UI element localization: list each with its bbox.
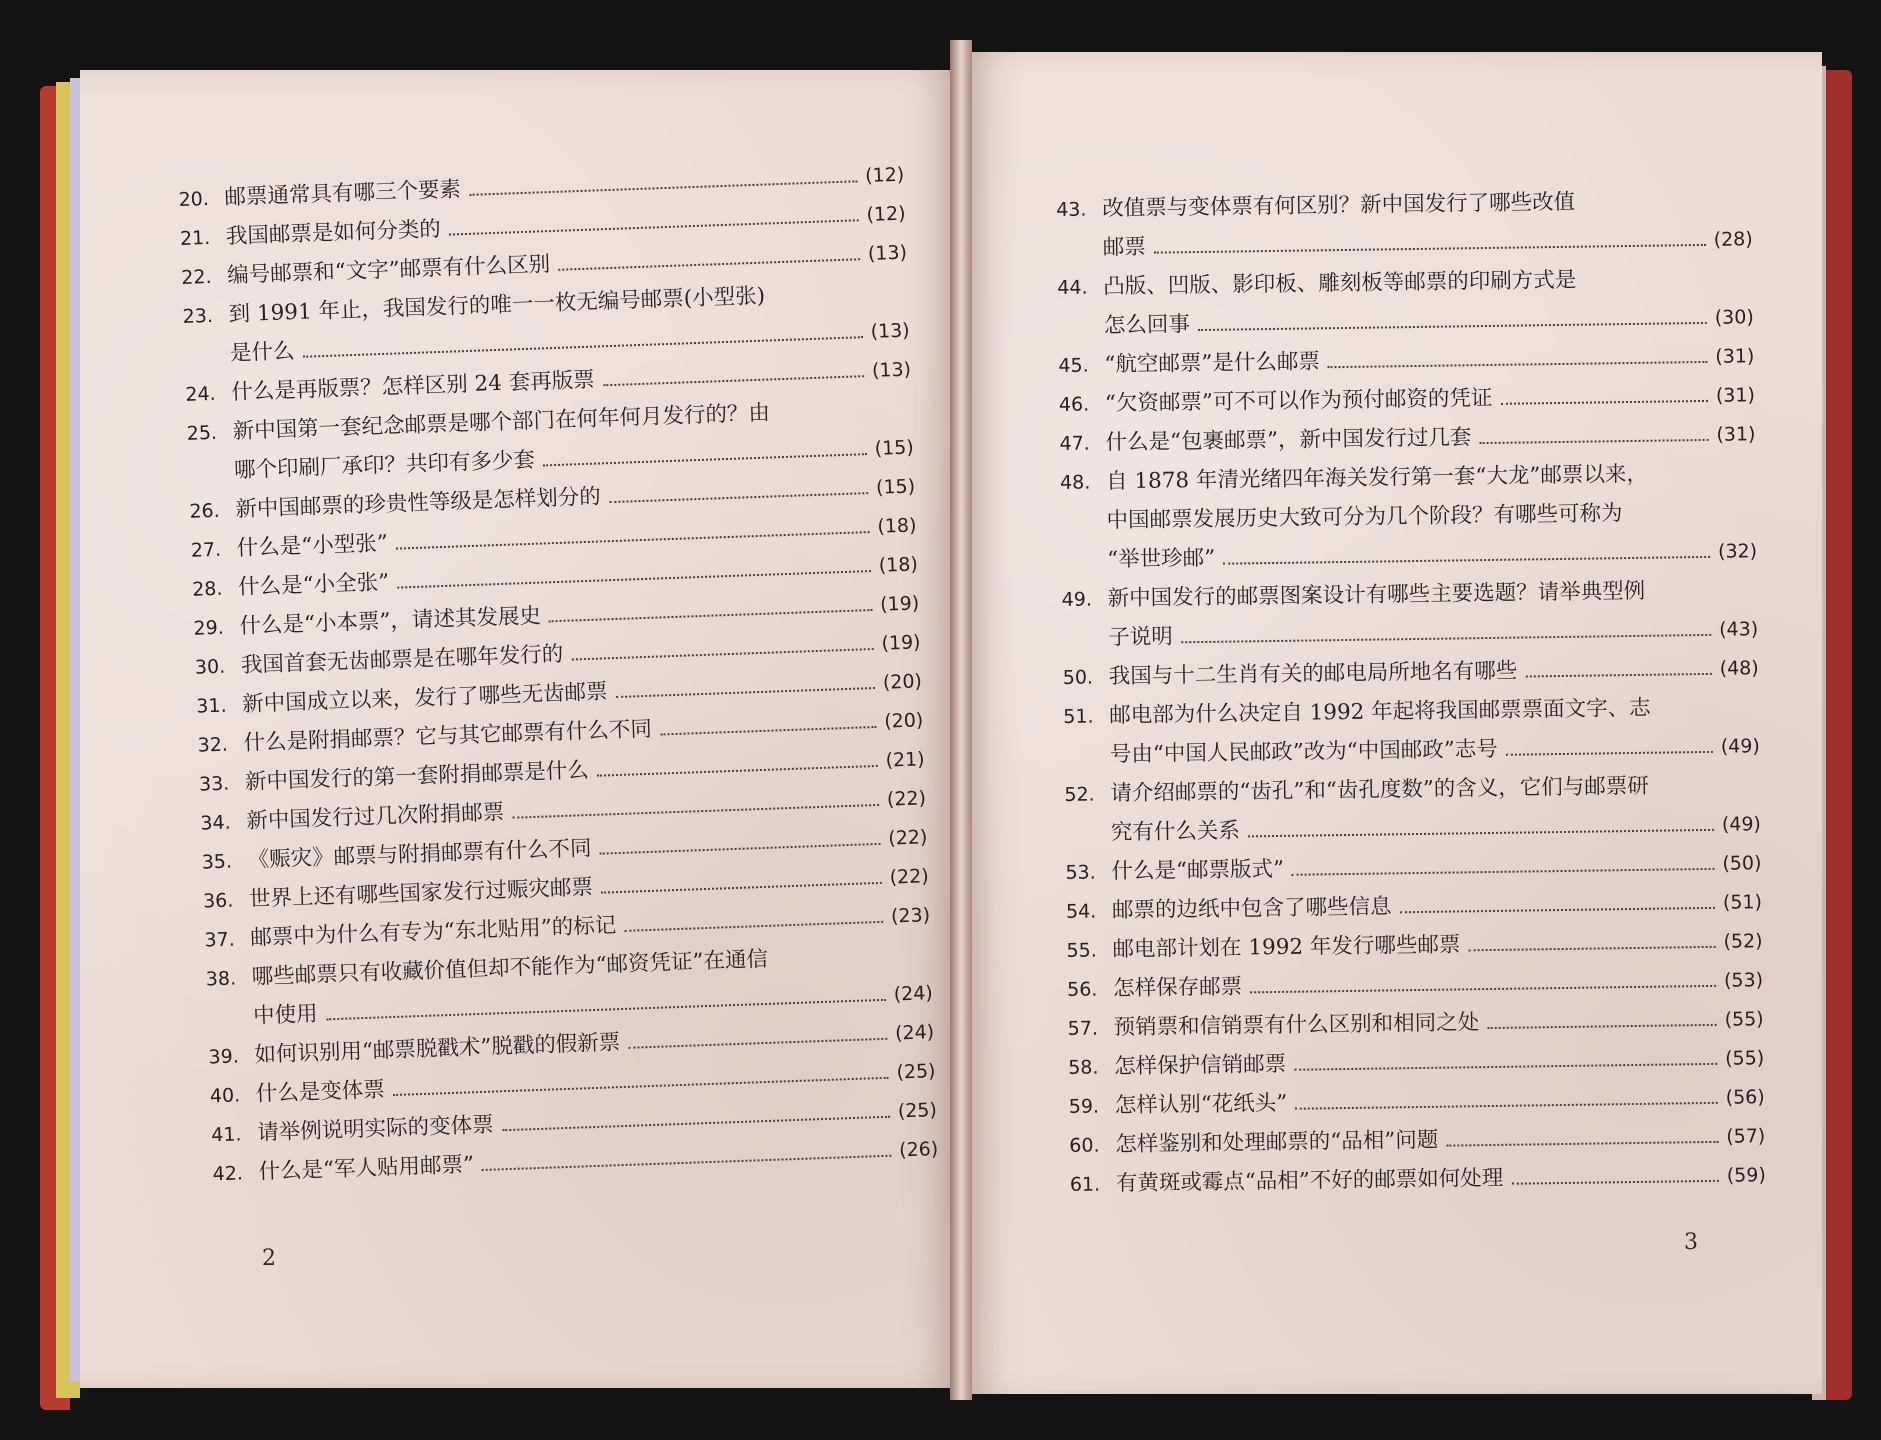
entry-number (1064, 761, 1110, 762)
entry-page-number: (25) (897, 1099, 938, 1123)
entry-number: 26. (189, 499, 221, 523)
entry-number: 43. (1056, 198, 1087, 221)
entry-page-number: (30) (1714, 306, 1754, 329)
dot-leader (549, 609, 872, 622)
entry-page-number: (31) (1715, 384, 1756, 407)
entry-number: 27. (190, 538, 222, 562)
entry-number: 50. (1062, 666, 1094, 689)
entry-number: 60. (1069, 1134, 1100, 1157)
entry-page-number: (32) (1717, 540, 1758, 563)
entry-title: 什么是“邮票版式” (1111, 856, 1285, 885)
entry-page-number: (24) (893, 982, 934, 1006)
entry-title: 预销票和信销票有什么区别和相同之处 (1113, 1010, 1480, 1041)
dot-leader (624, 921, 883, 932)
entry-title: 哪个印刷厂承印？共印有多少套 (233, 447, 536, 484)
entry-title: 《赈灾》邮票与附捐邮票有什么不同 (247, 835, 592, 873)
entry-number (1057, 254, 1103, 255)
entry-number (1065, 839, 1111, 840)
entry-page-number: (19) (879, 592, 920, 616)
entry-title: 如何识别用“邮票脱戳术”脱戳的假新票 (254, 1030, 621, 1068)
entry-title: “欠资邮票”可不可以作为预付邮资的凭证 (1104, 385, 1493, 417)
entry-title: 怎么回事 (1103, 312, 1191, 339)
entry-title: 自 1878 年清光绪四年海关发行第一套“大龙”邮票以来， (1105, 461, 1649, 495)
entry-page-number: (52) (1723, 930, 1763, 953)
entry-number: 31. (195, 694, 227, 718)
entry-number: 40. (209, 1084, 241, 1108)
dot-leader (616, 687, 875, 698)
left-page (80, 70, 962, 1388)
entry-title: 号由“中国人民邮政”改为“中国邮政”志号 (1109, 736, 1498, 768)
dot-leader (1500, 400, 1707, 405)
dot-leader (1294, 1063, 1717, 1071)
entry-title: 编号邮票和“文字”邮票有什么区别 (226, 252, 551, 289)
toc-entry (1060, 455, 1758, 582)
entry-number: 37. (204, 928, 236, 952)
entry-number: 33. (198, 772, 230, 796)
dot-leader (1400, 907, 1715, 913)
entry-number: 30. (194, 655, 226, 679)
entry-page-number: (21) (885, 748, 925, 772)
entry-number: 39. (208, 1045, 240, 1069)
entry-page-number: (13) (870, 319, 911, 343)
entry-number: 32. (197, 733, 229, 757)
entry-number: 57. (1067, 1017, 1099, 1040)
entry-page-number: (56) (1725, 1086, 1765, 1109)
entry-page-number: (53) (1723, 969, 1764, 992)
entry-title: 世界上还有哪些国家发行过赈灾邮票 (248, 874, 594, 912)
entry-title: 新中国发行的邮票图案设计有哪些主要选题？请举典型例 (1107, 578, 1646, 612)
dot-leader (1446, 1141, 1718, 1147)
entry-title: 什么是变体票 (255, 1077, 386, 1107)
book-gutter (950, 40, 972, 1400)
entry-number: 24. (185, 382, 217, 406)
dot-leader (1181, 634, 1711, 643)
entry-title: 怎样保存邮票 (1112, 974, 1243, 1002)
entry-page-number: (26) (898, 1138, 939, 1162)
entry-number: 34. (200, 811, 231, 835)
toc-entry (1064, 767, 1761, 855)
entry-page-number: (15) (875, 475, 916, 499)
entry-page-number: (22) (889, 865, 930, 889)
entry-number: 49. (1061, 588, 1093, 611)
dot-leader (502, 1116, 890, 1132)
entry-page-number: (43) (1719, 618, 1759, 641)
entry-number: 52. (1064, 783, 1095, 806)
entry-number (1058, 332, 1104, 333)
dot-leader (396, 531, 870, 550)
entry-page-number: (25) (896, 1060, 936, 1084)
entry-number: 36. (202, 889, 234, 913)
entry-number: 20. (178, 187, 210, 211)
entry-page-number: (48) (1719, 657, 1759, 680)
entry-number: 48. (1059, 471, 1091, 494)
entry-page-number: (49) (1721, 813, 1762, 836)
entry-number: 25. (186, 421, 218, 445)
entry-number: 23. (182, 304, 214, 328)
entry-page-number: (59) (1726, 1164, 1766, 1187)
entry-number (1061, 527, 1107, 528)
entry-number: 51. (1063, 705, 1094, 728)
entry-title: 究有什么关系 (1110, 818, 1241, 846)
entry-title: 请介绍邮票的“齿孔”和“齿孔度数”的含义，它们与邮票研 (1110, 773, 1649, 807)
entry-page-number: (31) (1715, 345, 1755, 368)
entry-number: 45. (1058, 354, 1089, 377)
entry-number: 42. (212, 1162, 244, 1186)
dot-leader (1292, 868, 1714, 876)
entry-title: 有黄斑或霉点“品相”不好的邮票如何处理 (1115, 1165, 1504, 1197)
right-page (960, 52, 1822, 1394)
toc-entry (1061, 572, 1758, 660)
entry-title: “举世珍邮” (1106, 545, 1216, 573)
entry-title: 怎样保护信销邮票 (1114, 1051, 1287, 1080)
entry-number: 58. (1068, 1056, 1099, 1079)
entry-page-number: (57) (1726, 1125, 1766, 1148)
entry-number: 22. (180, 265, 212, 289)
entry-page-number: (18) (877, 514, 917, 538)
entry-title: 怎样鉴别和处理邮票的“品相”问题 (1115, 1127, 1439, 1158)
page-number-left: 2 (262, 1246, 276, 1271)
entry-title: “航空邮票”是什么邮票 (1104, 349, 1321, 378)
entry-title: 什么是再版票？怎样区别 24 套再版票 (230, 367, 596, 406)
entry-title: 邮票 (1102, 234, 1146, 261)
entry-title: 我国邮票是如何分类的 (225, 216, 442, 250)
entry-number (207, 1023, 253, 1025)
dot-leader (600, 843, 881, 855)
entry-title: 新中国发行的第一套附捐邮票是什么 (244, 758, 590, 796)
entry-number: 38. (205, 967, 237, 991)
dot-leader (1487, 1024, 1716, 1029)
entry-page-number: (15) (874, 436, 915, 460)
dot-leader (571, 648, 873, 661)
entry-page-number: (12) (866, 202, 906, 226)
entry-title: 邮电部为什么决定自 1992 年起将我国邮票票面文字、志 (1109, 695, 1651, 729)
dot-leader (1198, 322, 1707, 331)
dot-leader (1506, 751, 1713, 756)
dot-leader (601, 882, 882, 894)
entry-page-number: (12) (864, 163, 905, 188)
entry-page-number: (55) (1724, 1008, 1764, 1031)
entry-title: 什么是“包裹邮票”，新中国发行过几套 (1105, 425, 1472, 456)
entry-title: 是什么 (229, 339, 295, 367)
entry-title: 什么是“小型张” (236, 530, 389, 562)
dot-leader (1328, 361, 1707, 368)
entry-number: 53. (1065, 861, 1096, 884)
entry-page-number: (20) (883, 709, 924, 733)
dot-leader (469, 180, 857, 196)
dot-leader (512, 804, 879, 819)
entry-number: 35. (201, 850, 233, 874)
entry-number: 21. (179, 226, 211, 250)
dot-leader (449, 219, 859, 235)
entry-page-number: (49) (1720, 735, 1760, 758)
entry-title: 子说明 (1108, 624, 1173, 651)
entry-number: 61. (1069, 1173, 1101, 1196)
entry-number: 44. (1057, 276, 1088, 299)
entry-page-number: (22) (887, 826, 928, 850)
entry-number (1062, 644, 1108, 645)
entry-title: 邮票通常具有哪三个要素 (224, 177, 462, 211)
dot-leader (1469, 946, 1716, 951)
toc-entry (1057, 260, 1754, 348)
entry-title: 什么是“小本票”，请述其发展史 (239, 603, 542, 640)
entry-number: 29. (193, 616, 225, 640)
entry-title: 什么是“小全张” (237, 569, 390, 601)
dot-leader (558, 258, 860, 271)
entry-page-number: (13) (867, 241, 908, 265)
entry-title: 什么是附捐邮票？它与其它邮票有什么不同 (243, 716, 653, 757)
dot-leader (543, 453, 867, 466)
entry-page-number: (22) (886, 787, 927, 811)
entry-number: 59. (1068, 1095, 1100, 1118)
dot-leader (1248, 829, 1714, 838)
dot-leader (597, 765, 878, 777)
dot-leader (603, 375, 864, 386)
toc-list-right (1056, 182, 1766, 1206)
dot-leader (1223, 556, 1710, 565)
entry-number (188, 477, 234, 479)
entry-title: 我国与十二生肖有关的邮电局所地名有哪些 (1108, 658, 1518, 690)
entry-title: 新中国第一套纪念邮票是哪个部门在何年何月发行的？由 (232, 400, 771, 445)
book-cover-edge-right (1822, 70, 1852, 1400)
entry-page-number: (24) (894, 1021, 935, 1045)
dot-leader (482, 1155, 891, 1171)
dot-leader (1250, 985, 1716, 994)
dot-leader (1511, 1180, 1718, 1185)
dot-leader (303, 336, 863, 358)
entry-number: 56. (1066, 978, 1098, 1001)
entry-title: 什么是“军人贴用邮票” (258, 1152, 475, 1185)
entry-title: 凸版、凹版、影印板、雕刻板等邮票的印刷方式是 (1103, 267, 1577, 300)
entry-title: 哪些邮票只有收藏价值但却不能作为“邮资凭证”在通信 (251, 946, 769, 990)
dot-leader (1525, 673, 1711, 678)
entry-number: 47. (1059, 432, 1090, 455)
entry-page-number: (31) (1716, 423, 1756, 446)
entry-number: 54. (1065, 900, 1097, 923)
entry-page-number: (51) (1722, 891, 1763, 914)
entry-title: 邮票的边纸中包含了哪些信息 (1111, 894, 1392, 924)
entry-title: 怎样认别“花纸头” (1114, 1090, 1288, 1119)
dot-leader (660, 726, 876, 736)
entry-title: 到 1991 年止，我国发行的唯一一枚无编号邮票(小型张) (228, 283, 766, 328)
entry-page-number: (20) (882, 670, 923, 694)
toc-entry (1070, 1157, 1766, 1206)
entry-title: 新中国发行过几次附捐邮票 (245, 800, 505, 834)
entry-title: 邮电部计划在 1992 年发行哪些邮票 (1112, 932, 1461, 963)
entry-title: 新中国邮票的珍贵性等级是怎样划分的 (235, 484, 602, 523)
entry-title: 请举例说明实际的变体票 (256, 1112, 495, 1146)
dot-leader (628, 1038, 887, 1049)
entry-number (184, 360, 230, 362)
dot-leader (326, 999, 886, 1021)
entry-number: 28. (191, 577, 223, 601)
entry-page-number: (23) (890, 904, 931, 928)
entry-number: 55. (1066, 939, 1097, 962)
entry-title: 中国邮票发展历史大致可分为几个阶段？有哪些可称为 (1106, 501, 1623, 534)
dot-leader (1295, 1102, 1717, 1110)
toc-list-left (178, 157, 939, 1196)
entry-page-number: (50) (1722, 852, 1762, 875)
entry-title: 邮票中为什么有专为“东北贴用”的标记 (250, 913, 617, 951)
dot-leader (1480, 439, 1709, 444)
entry-page-number: (55) (1724, 1047, 1765, 1070)
toc-line (1070, 1157, 1766, 1206)
entry-title: 我国首套无齿邮票是在哪年发行的 (240, 641, 564, 679)
entry-number: 41. (210, 1123, 242, 1147)
entry-page-number: (19) (881, 631, 921, 655)
entry-title: 改值票与变体票有何区别？新中国发行了哪些改值 (1102, 189, 1576, 222)
entry-page-number: (18) (878, 553, 919, 577)
toc-entry (1063, 689, 1760, 777)
dot-leader (393, 1077, 889, 1096)
entry-title: 新中国成立以来，发行了哪些无齿邮票 (241, 679, 609, 718)
page-number-right: 3 (1684, 1230, 1698, 1255)
entry-page-number: (28) (1713, 228, 1753, 251)
entry-title: 中使用 (252, 1001, 319, 1029)
entry-number: 46. (1058, 393, 1090, 416)
dot-leader (397, 570, 871, 589)
toc-entry (1056, 182, 1753, 270)
dot-leader (609, 492, 868, 503)
entry-page-number: (13) (871, 358, 912, 382)
entry-number (1061, 566, 1107, 567)
dot-leader (1154, 244, 1706, 254)
